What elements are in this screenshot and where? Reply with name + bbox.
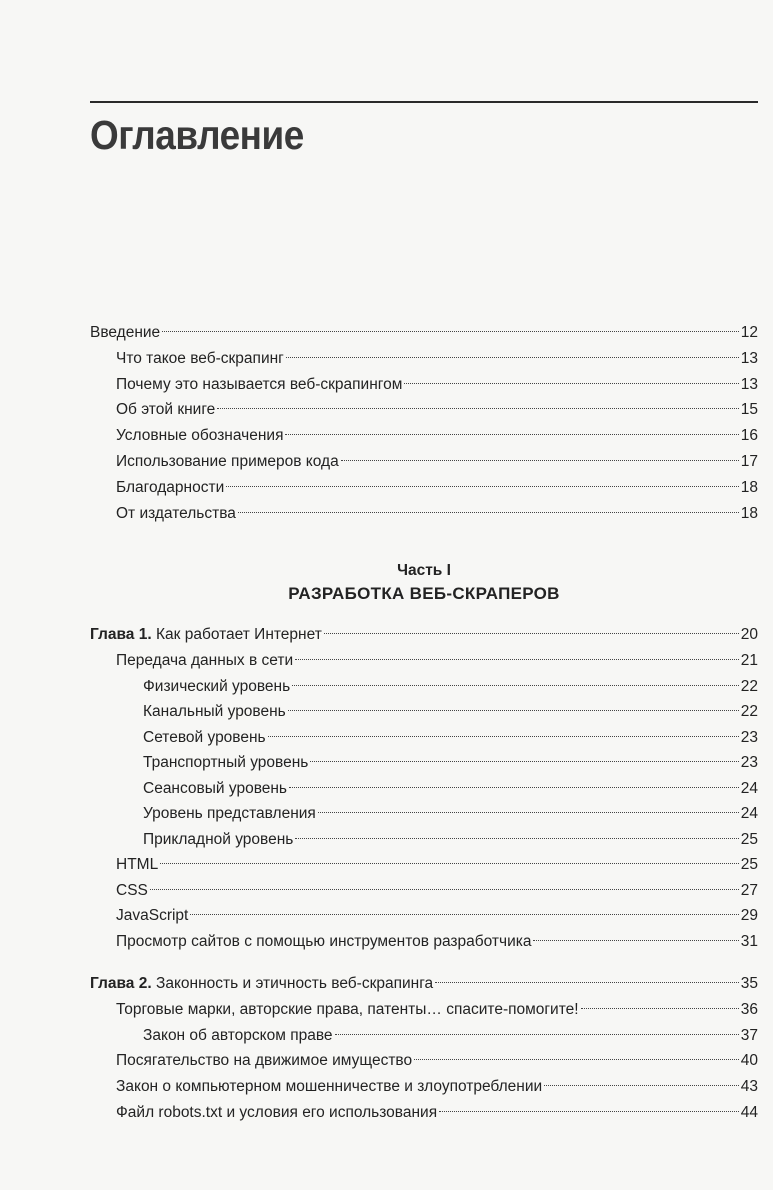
toc-entry-label: От издательства — [116, 505, 236, 522]
part-label: Часть I — [397, 562, 451, 579]
leader-dots — [238, 512, 739, 513]
toc-entry-page: 17 — [740, 453, 758, 470]
toc-entry-page: 40 — [740, 1052, 758, 1069]
toc-entry[interactable] — [116, 853, 758, 877]
toc-entry-label: Транспортный уровень — [143, 754, 309, 771]
toc-entry-page: 43 — [740, 1078, 758, 1095]
toc-entry-label: Благодарности — [116, 479, 225, 496]
toc-entry-page: 18 — [740, 479, 758, 496]
toc-entry-page: 22 — [740, 678, 758, 695]
toc-entry-page: 13 — [740, 376, 758, 393]
toc-entry-page: 25 — [740, 856, 758, 873]
toc-entry-label: JavaScript — [116, 907, 189, 924]
toc-entry-label: Что такое веб-скрапинг — [116, 350, 284, 367]
leader-dots — [581, 1008, 739, 1009]
toc-entry[interactable] — [143, 751, 758, 775]
leader-dots — [288, 710, 739, 711]
toc-entry[interactable] — [116, 398, 758, 422]
toc-entry-label: Закон об авторском праве — [143, 1027, 333, 1044]
toc-entry-page: 23 — [740, 754, 758, 771]
leader-dots — [318, 812, 739, 813]
toc-entry-page: 27 — [740, 882, 758, 899]
toc-entry[interactable] — [143, 802, 758, 826]
leader-dots — [289, 787, 739, 788]
toc-entry-page: 36 — [740, 1001, 758, 1018]
leader-dots — [439, 1111, 739, 1112]
leader-dots — [226, 486, 739, 487]
leader-dots — [335, 1034, 739, 1035]
toc-entry[interactable] — [116, 879, 758, 903]
toc-entry-label: Посягательство на движимое имущество — [116, 1052, 413, 1069]
toc-entry[interactable] — [143, 1024, 758, 1048]
leader-dots — [286, 357, 739, 358]
toc-entry[interactable] — [116, 424, 758, 448]
toc-chapter-2[interactable] — [90, 972, 758, 996]
toc-entry-label: Условные обозначения — [116, 427, 284, 444]
toc-entry-label: Физический уровень — [143, 678, 291, 695]
toc-entry-label: Канальный уровень — [143, 703, 286, 720]
toc-entry-page: 21 — [740, 652, 758, 669]
toc-entry-label: Об этой книге — [116, 401, 216, 418]
toc-entry-label: Прикладной уровень — [143, 831, 294, 848]
toc-entry[interactable] — [116, 649, 758, 673]
leader-dots — [341, 460, 739, 461]
leader-dots — [217, 408, 738, 409]
chapter-title: Как работает Интернет — [155, 626, 322, 643]
toc-entry-page: 44 — [740, 1104, 758, 1121]
leader-dots — [310, 761, 738, 762]
toc-entry[interactable] — [116, 1075, 758, 1099]
toc-entry[interactable] — [143, 700, 758, 724]
leader-dots — [162, 331, 739, 332]
leader-dots — [292, 685, 739, 686]
toc-entry-label: CSS — [116, 882, 148, 899]
toc-entry-page: 12 — [740, 324, 758, 341]
toc-entry-label: Введение — [90, 324, 161, 341]
toc-entry-label: Файл robots.txt и условия его использования — [116, 1104, 438, 1121]
toc-entry[interactable] — [116, 998, 758, 1022]
toc-entry[interactable] — [143, 726, 758, 750]
toc-entry-page: 20 — [740, 626, 758, 643]
toc-entry-intro[interactable] — [90, 321, 758, 345]
toc-entry-page: 29 — [740, 907, 758, 924]
toc-entry-label: Сетевой уровень — [143, 729, 266, 746]
leader-dots — [414, 1059, 739, 1060]
leader-dots — [285, 434, 738, 435]
toc-entry-page: 16 — [740, 427, 758, 444]
toc-entry-page: 37 — [740, 1027, 758, 1044]
toc-entry-label: Торговые марки, авторские права, патенты… спасите-помогите! — [116, 1001, 579, 1018]
leader-dots — [533, 940, 738, 941]
toc-entry-page: 18 — [740, 505, 758, 522]
toc-entry-label: Передача данных в сети — [116, 652, 294, 669]
toc-entry-page: 31 — [740, 933, 758, 950]
leader-dots — [190, 914, 738, 915]
toc-entry[interactable] — [116, 904, 758, 928]
leader-dots — [324, 633, 739, 634]
leader-dots — [544, 1085, 739, 1086]
toc-entry[interactable] — [116, 1101, 758, 1125]
part-title: РАЗРАБОТКА ВЕБ-СКРАПЕРОВ — [288, 584, 560, 603]
leader-dots — [268, 736, 739, 737]
toc-chapter-1[interactable] — [90, 623, 758, 647]
toc-entry[interactable] — [143, 828, 758, 852]
toc-entry-label — [90, 623, 322, 647]
toc-entry-label: Закон о компьютерном мошенничестве и злоупотреблении — [116, 1078, 543, 1095]
toc-entry-page: 24 — [740, 780, 758, 797]
toc-entry-label: Сеансовый уровень — [143, 780, 288, 797]
toc-entry[interactable] — [116, 476, 758, 500]
toc-entry[interactable] — [116, 450, 758, 474]
leader-dots — [404, 383, 738, 384]
toc-entry-page: 22 — [740, 703, 758, 720]
toc-entry[interactable] — [116, 930, 758, 954]
toc-entry-label: Почему это называется веб-скрапингом — [116, 376, 403, 393]
toc-entry-page: 35 — [740, 975, 758, 992]
chapter-title: Законность и этичность веб-скрапинга — [155, 975, 434, 992]
toc-entry[interactable] — [143, 777, 758, 801]
toc-entry-page: 25 — [740, 831, 758, 848]
toc-entry-label: Использование примеров кода — [116, 453, 339, 470]
toc-entry[interactable] — [116, 1049, 758, 1073]
leader-dots — [150, 889, 739, 890]
chapter-prefix: Глава 1. — [90, 626, 152, 643]
toc-entry-label — [90, 972, 433, 996]
toc-entry-page: 23 — [740, 729, 758, 746]
leader-dots — [295, 838, 738, 839]
toc-entry[interactable] — [116, 347, 758, 371]
toc-entry[interactable] — [143, 675, 758, 699]
toc-entry-label: HTML — [116, 856, 159, 873]
toc-entry[interactable] — [116, 502, 758, 526]
toc-entry-page: 13 — [740, 350, 758, 367]
leader-dots — [295, 659, 739, 660]
page-title: Оглавление — [90, 112, 304, 158]
leader-dots — [435, 982, 739, 983]
toc-entry-label: Просмотр сайтов с помощью инструментов разработчика — [116, 933, 532, 950]
chapter-prefix: Глава 2. — [90, 975, 152, 992]
toc-entry-page: 24 — [740, 805, 758, 822]
toc-entry-label: Уровень представления — [143, 805, 316, 822]
toc-entry-page: 15 — [740, 401, 758, 418]
toc-entry[interactable] — [116, 373, 758, 397]
leader-dots — [160, 863, 739, 864]
